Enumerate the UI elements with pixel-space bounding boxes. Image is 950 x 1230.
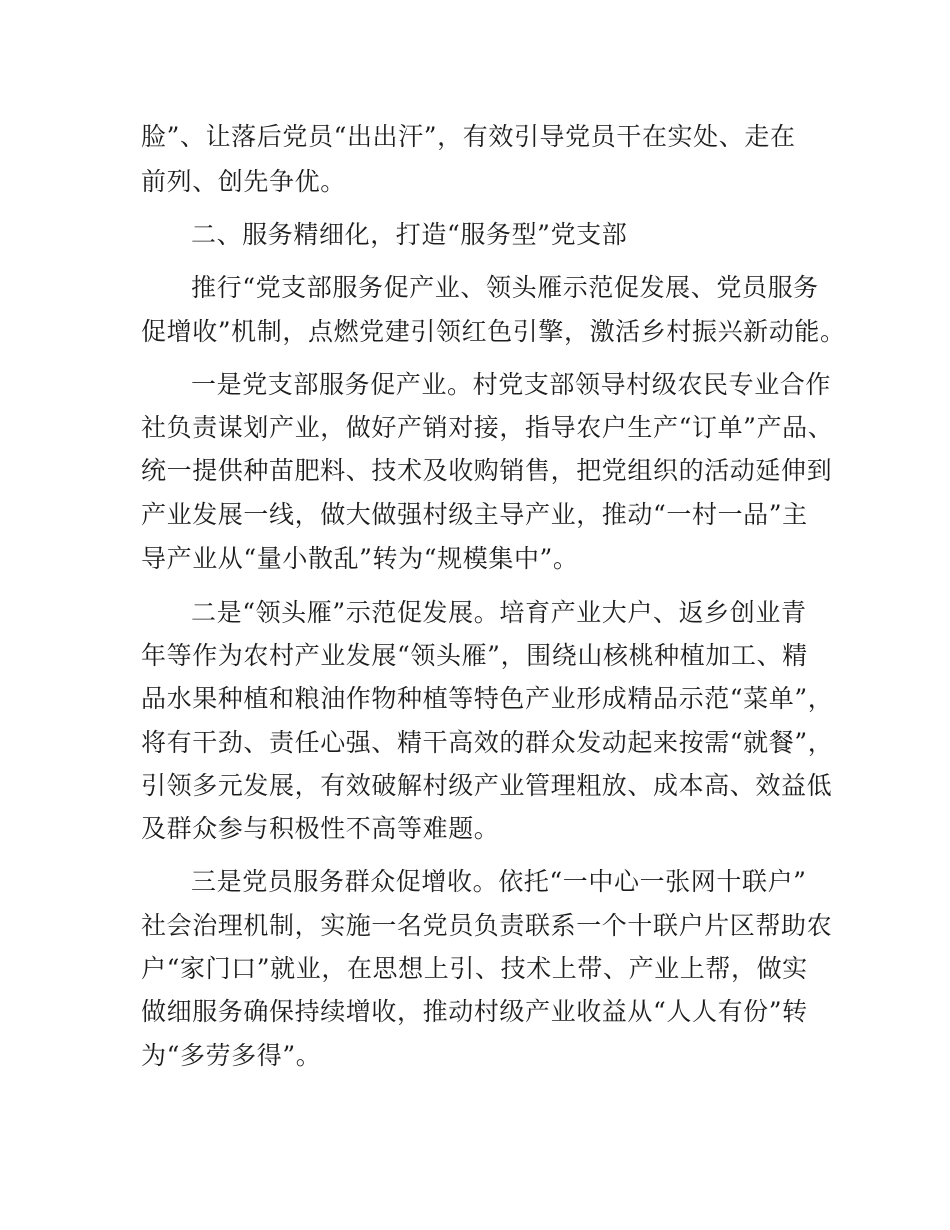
text-line: 户“家门口”就业，在思想上引、技术上带、产业上帮，做实 <box>141 954 808 983</box>
text-line: 二是“领头雁”示范促发展。培育产业大户、返乡创业青 <box>191 598 807 627</box>
text-line: 将有干劲、责任心强、精干高效的群众发动起来按需“就餐”， <box>141 728 834 757</box>
section-heading: 二、服务精细化，打造“服务型”党支部 <box>191 220 628 249</box>
text-line: 社负责谋划产业，做好产销对接，指导农户生产“订单”产品、 <box>141 413 834 442</box>
text-line: 导产业从“量小散乱”转为“规模集中”。 <box>141 544 579 573</box>
text-line: 及群众参与积极性不高等难题。 <box>141 814 500 843</box>
text-line: 为“多劳多得”。 <box>141 1041 322 1070</box>
text-line: 一是党支部服务促产业。村党支部领导村级农民专业合作 <box>191 370 832 399</box>
text-line: 引领多元发展，有效破解村级产业管理粗放、成本高、效益低 <box>141 771 833 800</box>
text-line: 三是党员服务群众促增收。依托“一中心一张网十联户” <box>191 867 807 896</box>
text-line: 推行“党支部服务促产业、领头雁示范促发展、党员服务 <box>191 273 819 302</box>
text-line: 脸”、让落后党员“出出汗”，有效引导党员干在实处、走在 <box>141 122 796 151</box>
text-line: 前列、创先争优。 <box>141 167 346 196</box>
text-line: 促增收”机制，点燃党建引领红色引擎，激活乡村振兴新动能。 <box>141 317 846 346</box>
text-line: 年等作为农村产业发展“领头雁”，围绕山核桃种植加工、精 <box>141 641 808 670</box>
text-line: 品水果种植和粮油作物种植等特色产业形成精品示范“菜单”， <box>141 684 834 713</box>
text-line: 产业发展一线，做大做强村级主导产业，推动“一村一品”主 <box>141 500 808 529</box>
text-line: 统一提供种苗肥料、技术及收购销售，把党组织的活动延伸到 <box>141 456 833 485</box>
text-line: 社会治理机制，实施一名党员负责联系一个十联户片区帮助农 <box>141 911 833 940</box>
text-line: 做细服务确保持续增收，推动村级产业收益从“人人有份”转 <box>141 997 808 1026</box>
